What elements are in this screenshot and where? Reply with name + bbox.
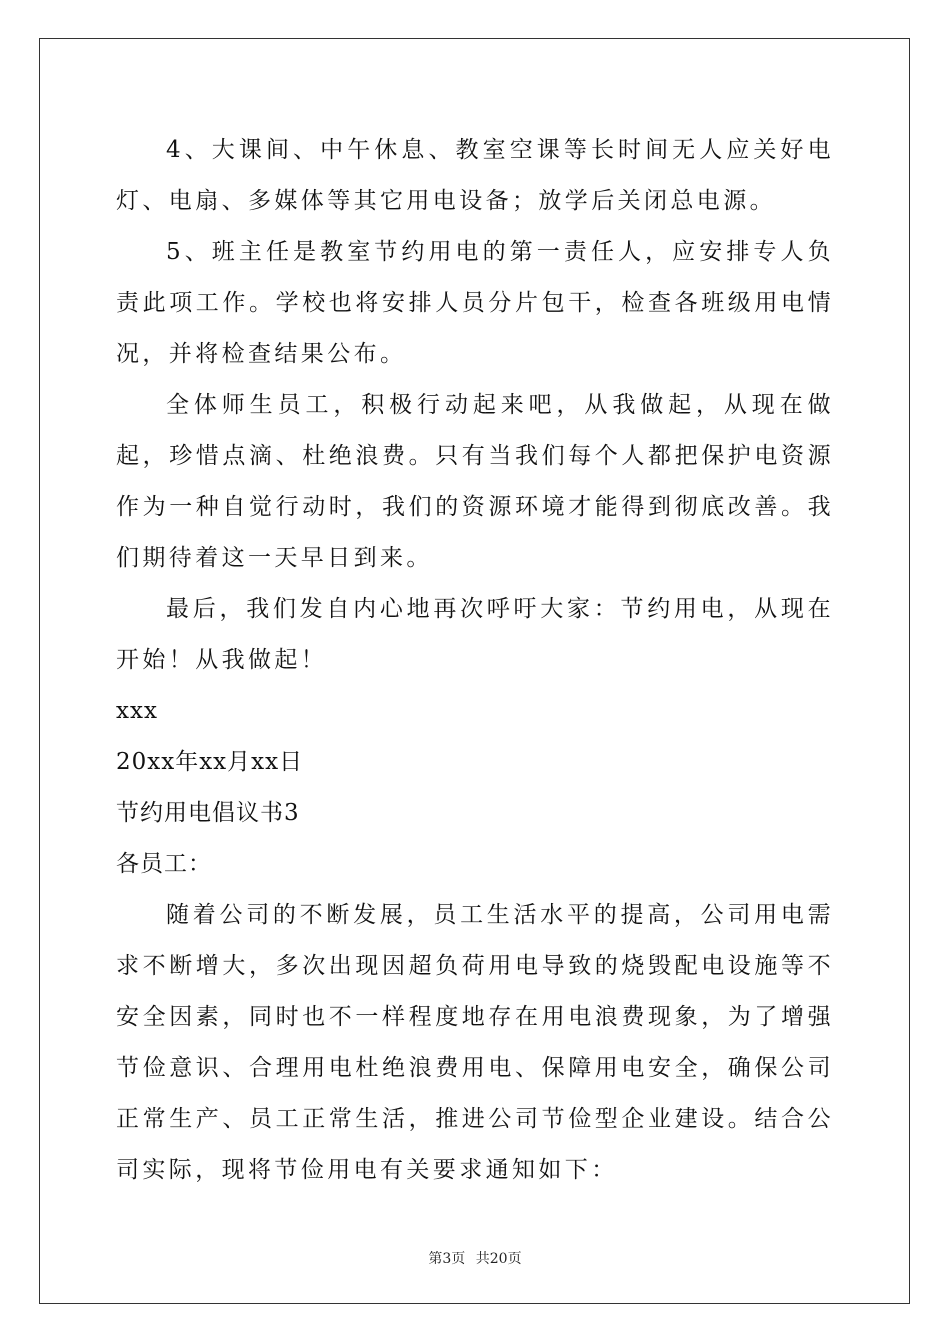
paragraph-item-4: 4、大课间、中午休息、教室空课等长时间无人应关好电灯、电扇、多媒体等其它用电设备；放学后关闭总电源。 [116,137,834,214]
paragraph-item-5: 5、班主任是教室节约用电的第一责任人，应安排专人负责此项工作。学校也将安排人员分片包干，检查各班级用电情况，并将检查结果公布。 [116,239,834,367]
signature: xxx [116,698,158,724]
section-title: 节约用电倡议书3 [116,800,300,826]
salutation: 各员工： [116,851,212,877]
body-paragraph: 随着公司的不断发展，员工生活水平的提高，公司用电需求不断增大，多次出现因超负荷用电导致的烧毁配电设施等不安全因素，同时也不一样程度地存在用电浪费现象，为了增强节俭意识、合理用电杜绝浪费用电、保障用电安全，确保公司正常生产、员工正常生活，推进公司节俭型企业建设。结合公司实际，现将节俭用电有关要求通知如下： [116,902,834,1183]
current-page-label: 第3页 [428,1251,466,1267]
total-pages-label: 共20页 [475,1251,522,1267]
page-footer [0,1248,950,1268]
paragraph-closing: 最后，我们发自内心地再次呼吁大家：节约用电，从现在开始！从我做起！ [116,596,834,673]
paragraph-call-to-action: 全体师生员工，积极行动起来吧，从我做起，从现在做起，珍惜点滴、杜绝浪费。只有当我们每个人都把保护电资源作为一种自觉行动时，我们的资源环境才能得到彻底改善。我们期待着这一天早日到来。 [116,392,834,571]
date-line: 20xx年xx月xx日 [116,749,304,775]
document-body [116,125,834,1196]
